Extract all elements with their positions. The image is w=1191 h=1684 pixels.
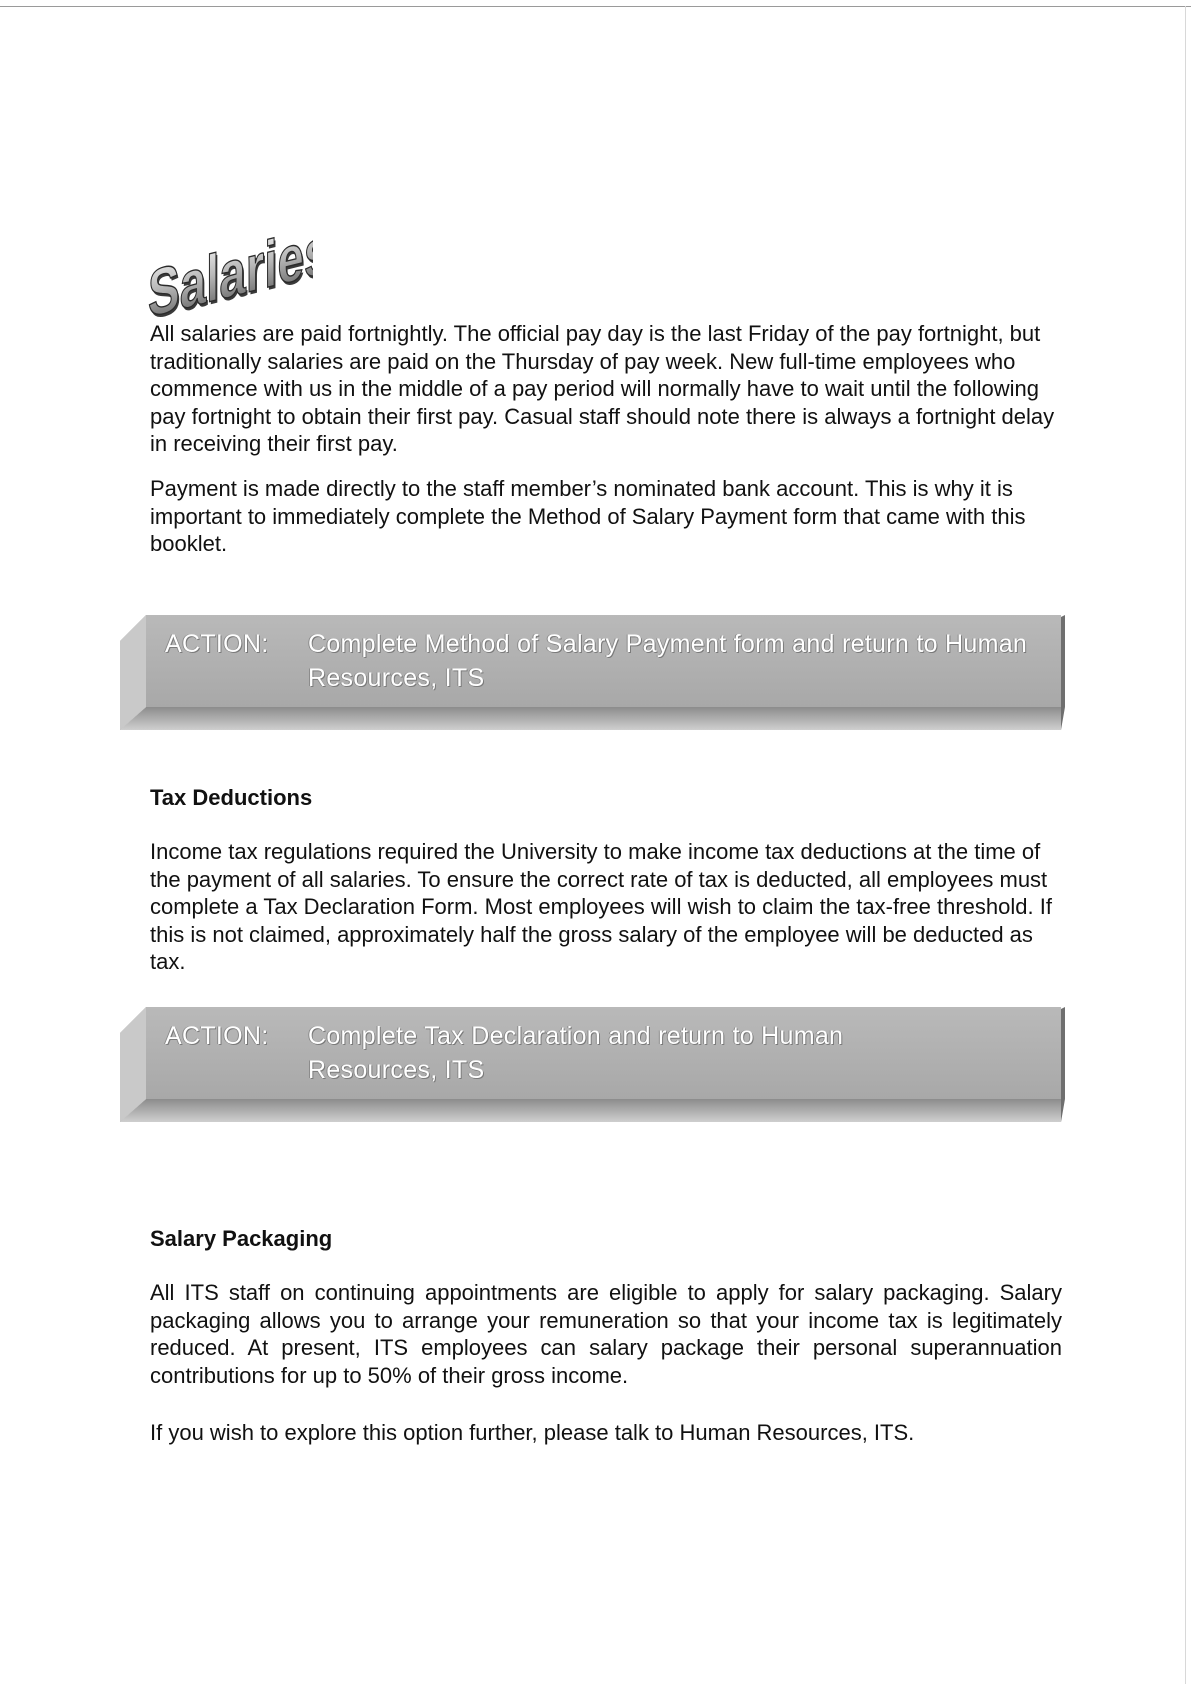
salary-packaging-paragraph-1: All ITS staff on continuing appointments are eligible to apply for salary packaging. Salary packaging allows you to arrange your remuneration so that your income tax is legitimately reduced. At present, ITS employees can salary package their personal superannuation contributions for up to 50% of their gross income.	[150, 1280, 1062, 1388]
action-banner-salary-payment	[120, 615, 1065, 730]
action-banner-tax-declaration	[120, 1007, 1065, 1122]
action-text: Complete Tax Declaration and return to Human Resources, ITS	[308, 1022, 844, 1084]
intro-paragraph-2: Payment is made directly to the staff member’s nominated bank account. This is why it is important to immediately complete the Method of Salary Payment form that came with this booklet.	[150, 476, 1026, 556]
action-label: ACTION:	[165, 1022, 269, 1050]
page-title-shadow: Salaries	[149, 215, 313, 320]
salary-packaging-heading: Salary Packaging	[150, 1226, 333, 1251]
salary-packaging-paragraph-2: If you wish to explore this option further, please talk to Human Resources, ITS.	[150, 1420, 915, 1445]
page-right-rule	[1185, 6, 1186, 1684]
page-top-rule	[0, 6, 1191, 7]
action-label: ACTION:	[165, 630, 269, 658]
salaries-wordart-graphic	[148, 190, 313, 320]
page-title: Salaries	[148, 212, 313, 320]
tax-deductions-heading: Tax Deductions	[150, 785, 313, 810]
intro-paragraph-1: All salaries are paid fortnightly. The official pay day is the last Friday of the pay fortnight, but traditionally salaries are paid on the Thursday of pay week. New full-time employees who commence with us in the middle of a pay period will normally have to wait until the following pay fortnight to obtain their first pay. Casual staff should note there is always a fortnight delay in receiving their first pay.	[150, 321, 1055, 456]
tax-deductions-paragraph: Income tax regulations required the University to make income tax deductions at the time of the payment of all salaries. To ensure the correct rate of tax is deducted, all employees must complete a Tax Declaration Form. Most employees will wish to claim the tax-free threshold. If this is not claimed, approximately half the gross salary of the employee will be deducted as tax.	[150, 839, 1052, 974]
salaries-wordart-title	[148, 190, 313, 320]
action-text: Complete Method of Salary Payment form and return to Human Resources, ITS	[308, 630, 1028, 692]
